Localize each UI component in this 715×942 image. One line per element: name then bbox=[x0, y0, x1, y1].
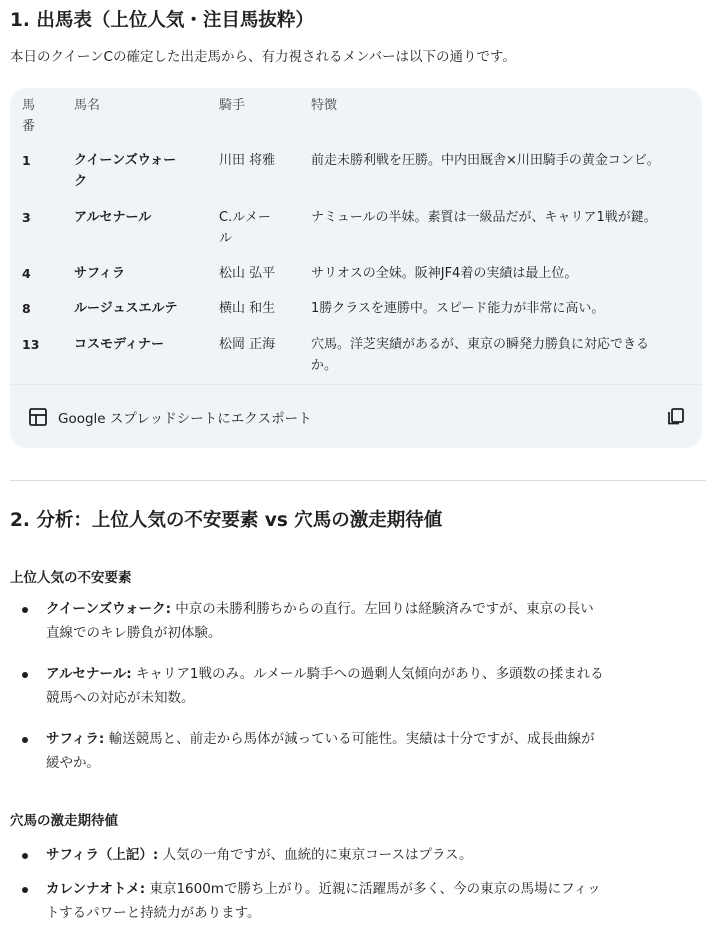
cell-horse-name-line1: クイーンズウォー bbox=[74, 153, 177, 168]
cell-feature-line1: 穴馬。洋芝実績があるが、東京の瞬発力勝負に対応できる bbox=[311, 337, 650, 352]
cell-number: 1 bbox=[22, 153, 31, 168]
subheading-longshot-expectations: 穴馬の激走期待値 bbox=[10, 813, 118, 829]
bullet-term: クイーンズウォーク: bbox=[46, 601, 172, 617]
cell-feature-line2: か。 bbox=[311, 358, 338, 373]
bullet-text-cont: トするパワーと持続力があります。 bbox=[46, 905, 261, 921]
bullet-text: キャリア1戦のみ。ルメール騎手への過剰人気傾向があり、多頭数の揉まれる bbox=[131, 666, 604, 682]
cell-feature bbox=[311, 334, 649, 376]
header-number-line1: 馬 bbox=[22, 98, 36, 113]
section-1-title: 1. 出馬表（上位人気・注目馬抜粋） bbox=[10, 10, 314, 31]
header-horse-name: 馬名 bbox=[74, 98, 101, 113]
section-2-title: 2. 分析：上位人気の不安要素 vs 穴馬の激走期待値 bbox=[10, 510, 443, 531]
cell-feature: サリオスの全妹。阪神JF4着の実績は最上位。 bbox=[311, 266, 578, 281]
bullet-dot bbox=[22, 607, 28, 613]
export-label: Google スプレッドシートにエクスポート bbox=[58, 411, 312, 427]
header-number bbox=[22, 95, 35, 137]
cell-jockey bbox=[219, 207, 271, 249]
cell-number: 3 bbox=[22, 210, 31, 225]
bullet-term: アルセナール: bbox=[46, 666, 132, 682]
bullet-term: サフィラ: bbox=[46, 731, 105, 747]
bullet-text-cont: 直線でのキレ勝負が初体験。 bbox=[46, 625, 222, 641]
cell-jockey-line2: ル bbox=[219, 231, 233, 246]
subheading-favorites-risks: 上位人気の不安要素 bbox=[10, 570, 132, 586]
cell-horse-name: コスモディナー bbox=[74, 337, 164, 352]
bullet-dot bbox=[22, 853, 28, 859]
cell-feature: 1勝クラスを連勝中。スピード能力が非常に高い。 bbox=[311, 301, 605, 316]
cell-feature: 前走未勝利戦を圧勝。中内田厩舎×川田騎手の黄金コンビ。 bbox=[311, 153, 660, 168]
cell-number: 8 bbox=[22, 301, 31, 316]
cell-number: 13 bbox=[22, 337, 40, 352]
copy-icon[interactable] bbox=[666, 406, 686, 426]
bullet-dot bbox=[22, 672, 28, 678]
header-jockey: 騎手 bbox=[219, 98, 246, 113]
export-to-sheets-button[interactable] bbox=[28, 405, 312, 429]
bullet-text: 東京1600mで勝ち上がり。近親に活躍馬が多く、今の東京の馬場にフィッ bbox=[145, 881, 601, 897]
cell-horse-name bbox=[74, 150, 176, 192]
cell-horse-name: サフィラ bbox=[74, 266, 125, 281]
bullet-term: サフィラ（上記）: bbox=[46, 847, 159, 863]
bullet-text: 人気の一角ですが、血統的に東京コースはプラス。 bbox=[158, 847, 473, 863]
cell-feature: ナミュールの半妹。素質は一級品だが、キャリア1戦が鍵。 bbox=[311, 210, 657, 225]
cell-number: 4 bbox=[22, 266, 31, 281]
section-1-intro: 本日のクイーンCの確定した出走馬から、有力視されるメンバーは以下の通りです。 bbox=[10, 49, 516, 65]
cell-horse-name: ルージュスエルテ bbox=[74, 301, 178, 316]
header-number-line2: 番 bbox=[22, 119, 36, 134]
bullet-dot bbox=[22, 737, 28, 743]
header-feature: 特徴 bbox=[311, 98, 338, 113]
cell-jockey: 松岡 正海 bbox=[219, 337, 276, 352]
cell-jockey-line1: C.ルメー bbox=[219, 210, 271, 225]
bullet-term: カレンナオトメ: bbox=[46, 881, 146, 897]
bullet-text: 中京の未勝利勝ちからの直行。左回りは経験済みですが、東京の長い bbox=[171, 601, 594, 617]
cell-jockey: 横山 和生 bbox=[219, 301, 276, 316]
bullet-dot bbox=[22, 887, 28, 893]
bullet-text-cont: 緩やか。 bbox=[46, 755, 100, 771]
cell-horse-name: アルセナール bbox=[74, 210, 152, 225]
table-grid-icon bbox=[28, 407, 48, 427]
cell-jockey: 川田 将雅 bbox=[219, 153, 276, 168]
cell-jockey: 松山 弘平 bbox=[219, 266, 276, 281]
section-divider bbox=[10, 480, 706, 481]
table-footer bbox=[10, 384, 702, 448]
bullet-text-cont: 競馬への対応が未知数。 bbox=[46, 690, 195, 706]
bullet-text: 輸送競馬と、前走から馬体が減っている可能性。実績は十分ですが、成長曲線が bbox=[104, 731, 595, 747]
entries-table-card bbox=[10, 88, 702, 448]
cell-horse-name-line2: ク bbox=[74, 174, 88, 189]
